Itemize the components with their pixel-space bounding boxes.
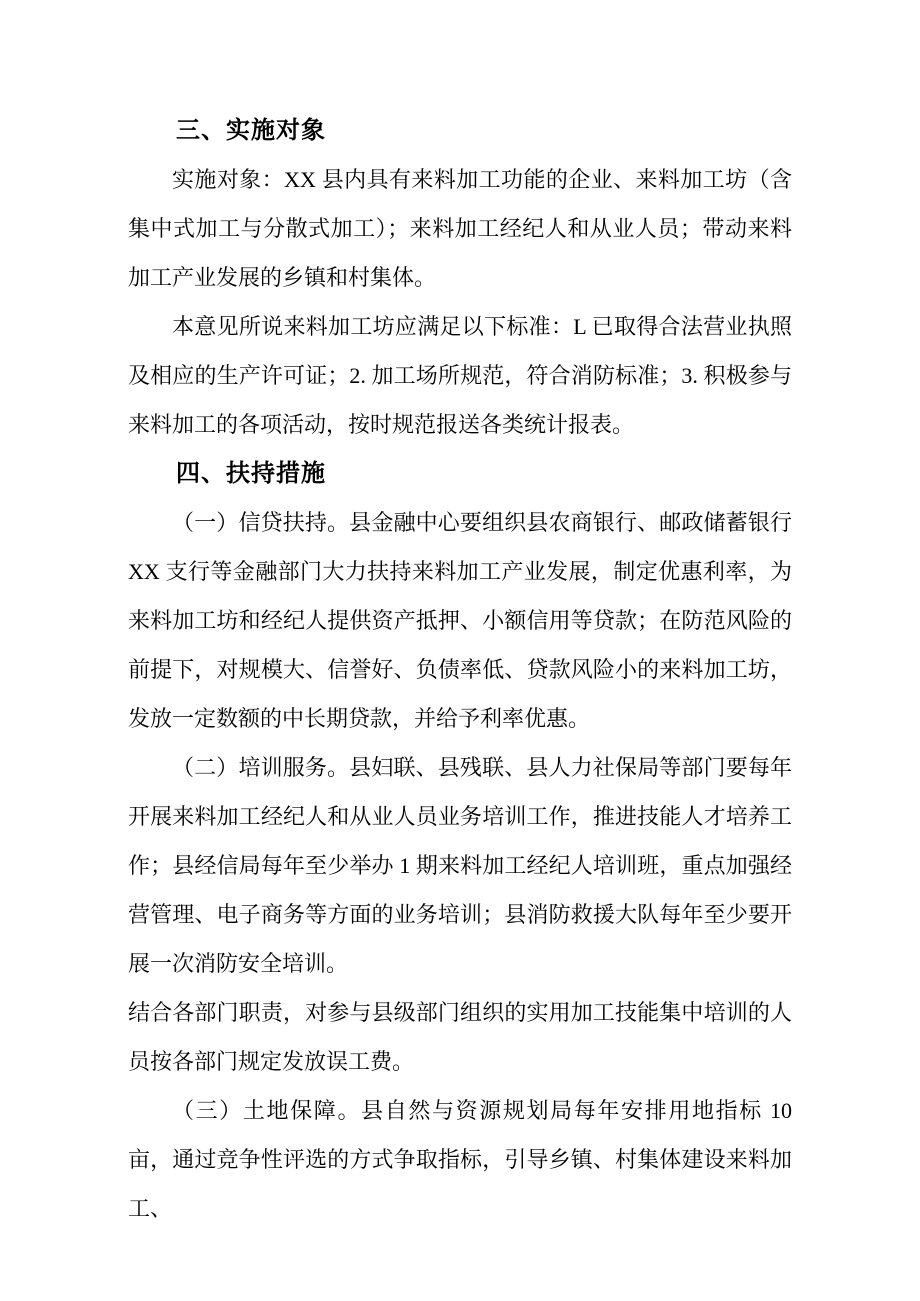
paragraph-credit-support: （一）信贷扶持。县金融中心要组织县农商银行、邮政储蓄银行 XX 支行等金融部门大力扶持来料加工产业发展，制定优惠利率，为来料加工坊和经纪人提供资产抵押、小额信用等贷款；在防范风险的前提下，对规模大、信誉好、负债率低、贷款风险小的来料加工坊，发放一定数额的中长期贷款，并给予利率优惠。 — [128, 510, 792, 731]
section-heading-support-measures: 四、扶持措施 — [176, 460, 326, 487]
paragraph-land-guarantee: （三）土地保障。县自然与资源规划局每年安排用地指标 10 亩，通过竞争性评选的方式争取指标，引导乡镇、村集体建设来料加工、 — [128, 1098, 792, 1221]
paragraph-targets-scope: 实施对象：XX 县内具有来料加工功能的企业、来料加工坊（含集中式加工与分散式加工）；来料加工经纪人和从业人员；带动来料加工产业发展的乡镇和村集体。 — [128, 167, 792, 290]
paragraph-training-allowance: 结合各部门职责，对参与县级部门组织的实用加工技能集中培训的人员按各部门规定发放误工费。 — [128, 1000, 792, 1074]
paragraph-training-services: （二）培训服务。县妇联、县残联、县人力社保局等部门要每年开展来料加工经纪人和从业人员业务培训工作，推进技能人才培养工作；县经信局每年至少举办 1 期来料加工经纪人培训班，重点加强经营管理、电子商务等方面的业务培训；县消防救援大队每年至少要开展一次消防安全培训。 — [128, 755, 792, 976]
section-heading-implementation-targets: 三、实施对象 — [176, 117, 326, 144]
paragraph-workshop-standards: 本意见所说来料加工坊应满足以下标准：L 已取得合法营业执照及相应的生产许可证；2. 加工场所规范，符合消防标准；3. 积极参与来料加工的各项活动，按时规范报送各类统计报表。 — [128, 314, 792, 437]
